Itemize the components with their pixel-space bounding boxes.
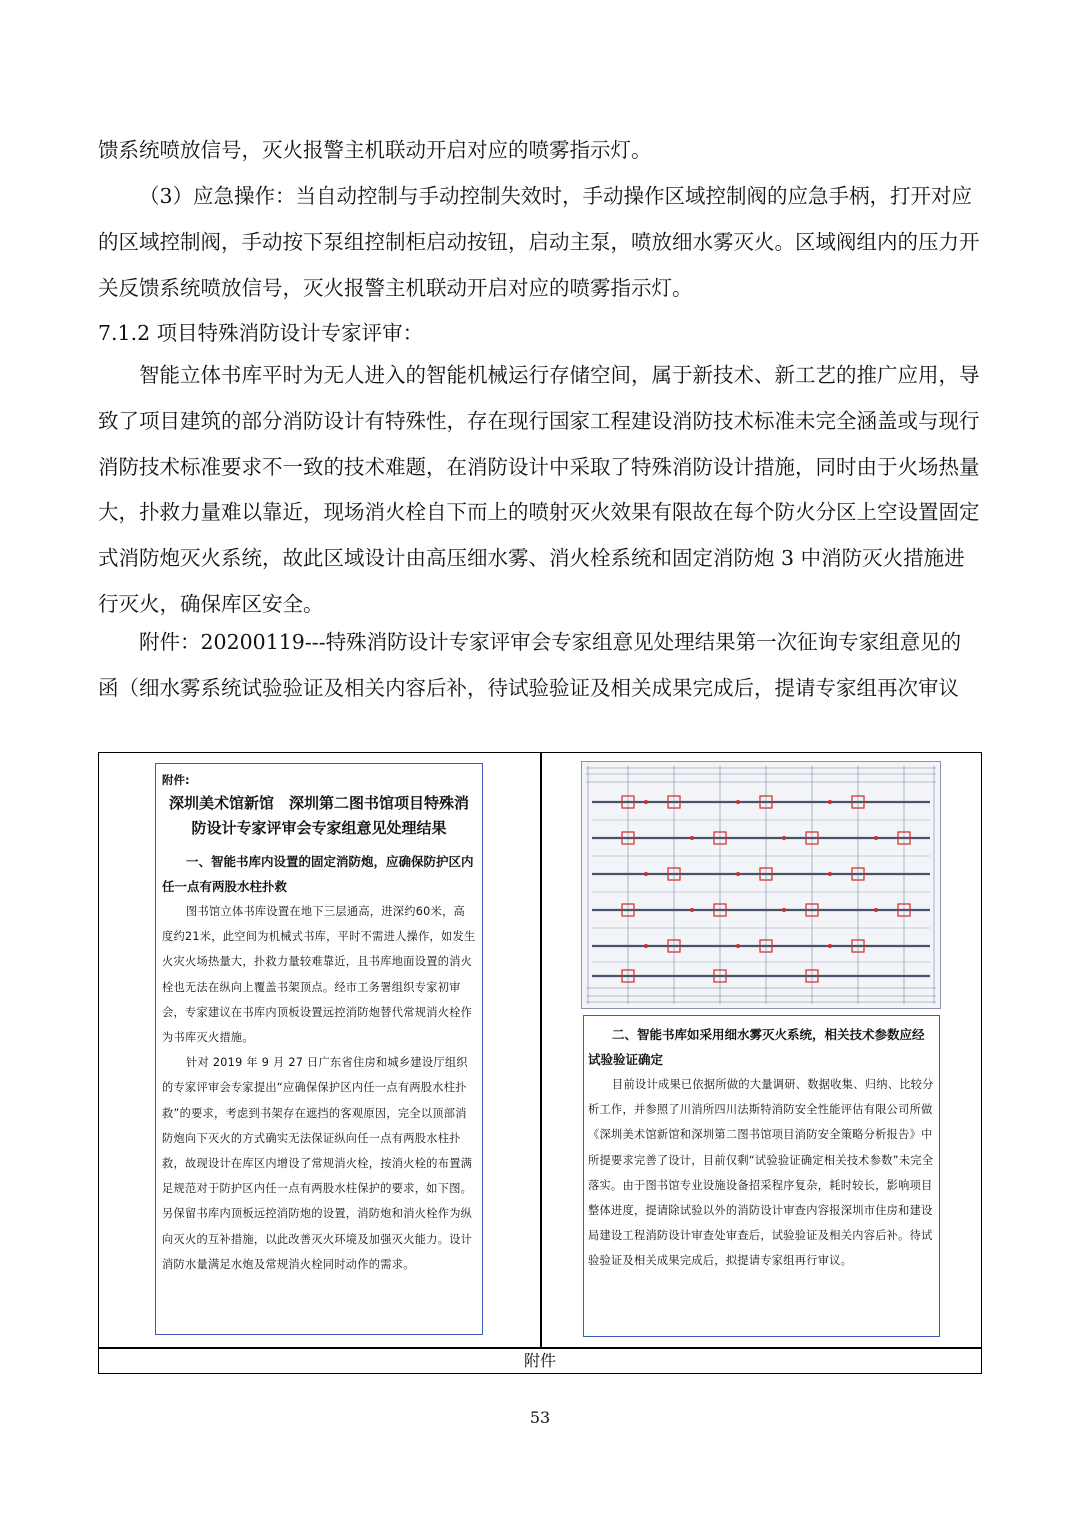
attachment-right-document — [583, 1015, 940, 1337]
doc-body-2: 针对 2019 年 9 月 27 日广东省住房和城乡建设厅组织的专家评审会专家提出“应确保保护区内任一点有两股水柱扑救”的要求，考虑到书架存在遮挡的客观原因，完全以顶部消防炮向下灭火的方式确实无法保证纵向任一点有两股水柱扑救，故现设计在库区内增设了常规消火栓，按消火栓的布置满足规范对于防护区内任一点有两股水柱保护的要求，如下图。另保留书库内顶板远控消防炮的设置，消防炮和消火栓作为纵向灭火的互补措施，以此改善灭火环境及加强灭火能力。设计消防水量满足水炮及常规消火栓同时动作的需求。 — [162, 1056, 473, 1271]
attachment-table — [98, 752, 982, 1374]
page-number: 53 — [529, 1408, 551, 1427]
floor-plan-drawing — [581, 761, 941, 1009]
paragraph-special-design: 智能立体书库平时为无人进入的智能机械运行存储空间，属于新技术、新工艺的推广应用，导致了项目建筑的部分消防设计有特殊性，存在现行国家工程建设消防技术标准未完全涵盖或与现行消防技术标准要求不一致的技术难题，在消防设计中采取了特殊消防设计措施，同时由于火场热量大，扑救力量难以靠近，现场消火栓自下而上的喷射灭火效果有限故在每个防火分区上空设置固定式消防炮灭火系统，故此区域设计由高压细水雾、消火栓系统和固定消防炮 3 中消防灭火措施进行灭火，确保库区安全。 — [98, 363, 980, 616]
paragraph-continued: 馈系统喷放信号，灭火报警主机联动开启对应的喷雾指示灯。 — [98, 138, 652, 162]
doc-title: 深圳美术馆新馆 深圳第二图书馆项目特殊消防设计专家评审会专家组意见处理结果 — [168, 794, 469, 837]
paragraph-emergency-operation: （3）应急操作：当自动控制与手动控制失效时，手动操作区域控制阀的应急手柄，打开对应的区域控制阀，手动按下泵组控制柜启动按钮，启动主泵，喷放细水雾灭火。区域阀组内的压力开关反馈系统喷放信号，灭火报警主机联动开启对应的喷雾指示灯。 — [98, 184, 980, 300]
table-column-divider — [540, 753, 542, 1347]
doc-body-3: 目前设计成果已依据所做的大量调研、数据收集、归纳、比较分析工作，并参照了川消所四川法斯特消防安全性能评估有限公司所做《深圳美术馆新馆和深圳第二图书馆项目消防安全策略分析报告》中所提要求完善了设计，目前仅剩“试验验证确定相关技术参数”未完全落实。由于图书馆专业设施设备招采程序复杂，耗时较长，影响项目整体进度，提请除试验以外的消防设计审查内容报深圳市住房和建设局建设工程消防设计审查处审查后，试验验证及相关内容后补。待试验验证及相关成果完成后，拟提请专家组再行审议。 — [588, 1078, 934, 1268]
table-caption: 附件 — [523, 1351, 556, 1370]
attachment-left-document — [155, 763, 483, 1335]
doc-prefix: 附件: — [162, 773, 190, 787]
doc-heading-1: 一、智能书库内设置的固定消防炮，应确保防护区内任一点有两股水柱扑救 — [162, 854, 474, 894]
doc-heading-2: 二、智能书库如采用细水雾灭火系统，相关技术参数应经试验验证确定 — [588, 1027, 925, 1067]
section-heading-7-1-2: 7.1.2 项目特殊消防设计专家评审： — [98, 321, 424, 345]
paragraph-attachment-note: 附件：20200119---特殊消防设计专家评审会专家组意见处理结果第一次征询专家组意见的函（细水雾系统试验验证及相关内容后补，待试验验证及相关成果完成后，提请专家组再次审议 — [98, 630, 962, 700]
doc-body-1: 图书馆立体书库设置在地下三层通高，进深约60米，高度约21米，此空间为机械式书库，平时不需进人操作，如发生火灾火场热量大，扑救力量较难靠近，且书库地面设置的消火栓也无法在纵向上覆盖书架顶点。经市工务署组织专家初审会，专家建议在书库内顶板设置远控消防炮替代常规消火栓作为书库灭火措施。 — [162, 905, 476, 1045]
